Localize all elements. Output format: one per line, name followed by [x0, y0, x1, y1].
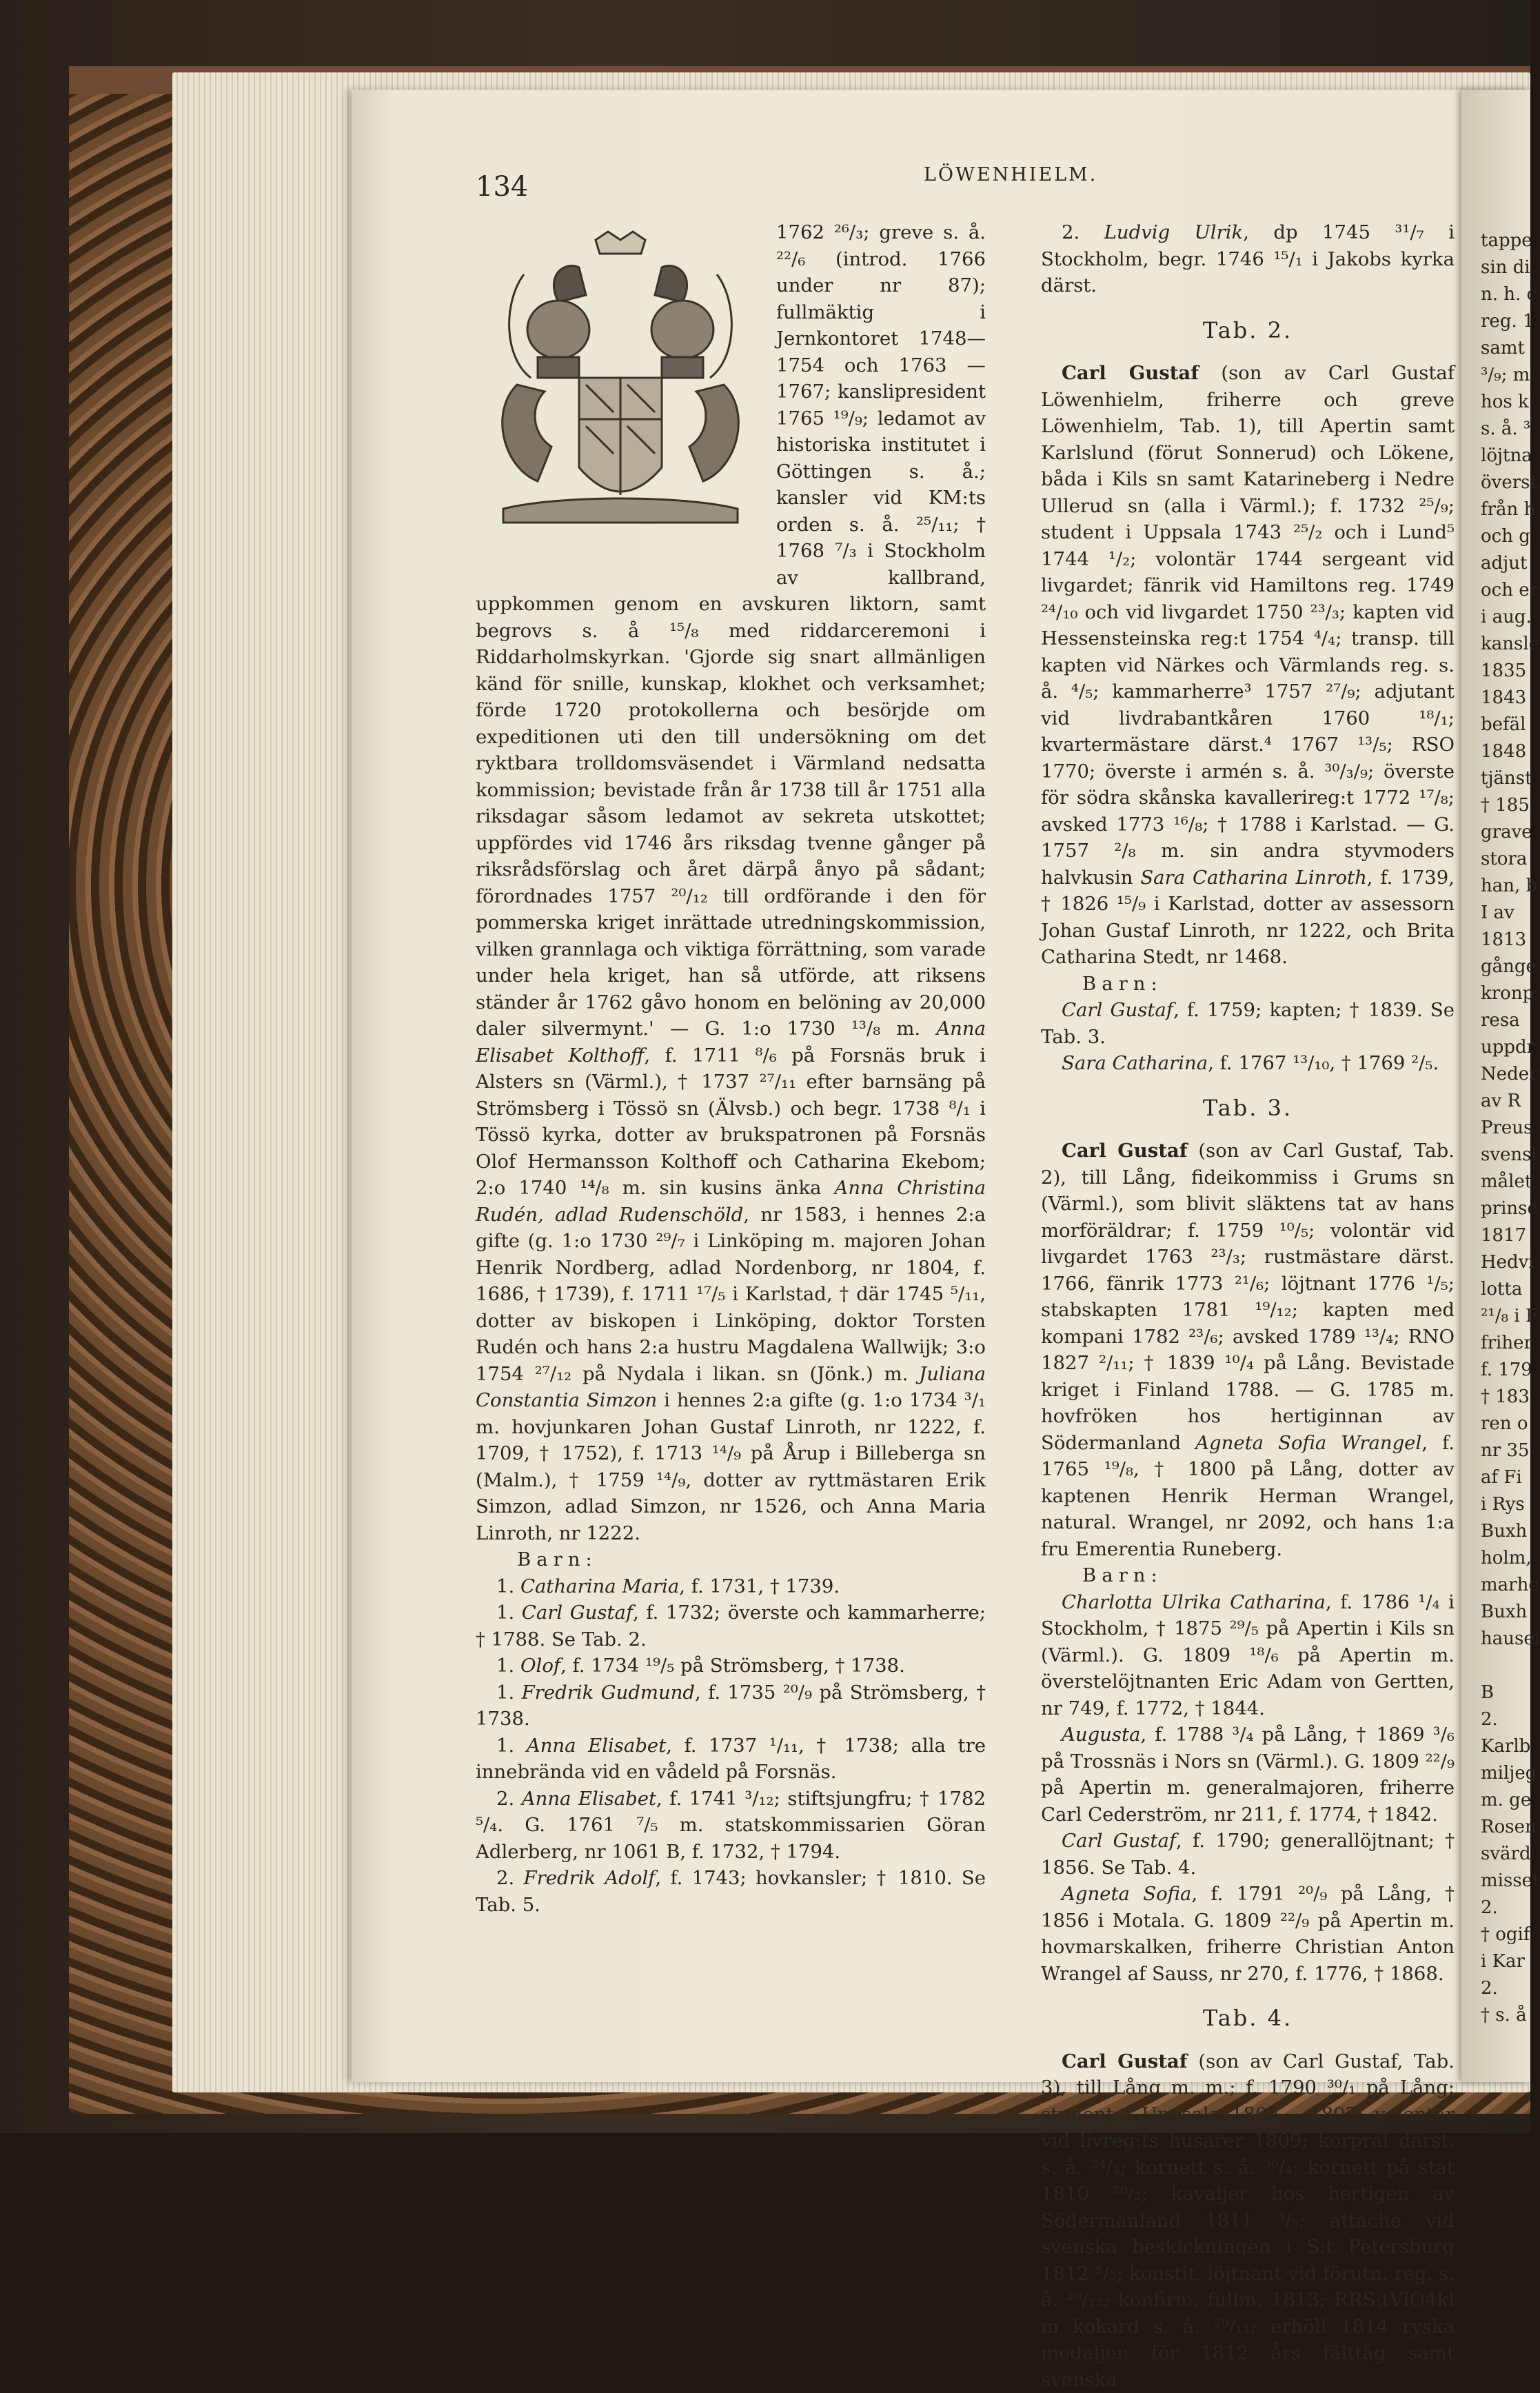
adjacent-page-fragment: av R — [1481, 1088, 1521, 1115]
child-entry: Agneta Sofia, f. 1791 ²⁰/₉ på Lång, † 1856 i Motala. G. 1809 ²²/₉ på Apertin m. hovmarskalken, friherre Christian Anton Wrangel af Sauss, nr 270, f. 1776, † 1868. — [1041, 1881, 1455, 1987]
running-title: LÖWENHIELM. — [924, 164, 1097, 185]
adjacent-page-fragment: i Rys — [1481, 1491, 1525, 1518]
adjacent-page-fragment: misset — [1481, 1868, 1540, 1895]
adjacent-page-fragment: och g — [1481, 523, 1530, 550]
tab-2-children-heading: Barn: — [1041, 971, 1455, 998]
adjacent-page-fragment: lotta — [1481, 1276, 1522, 1303]
adjacent-page-fragment: Karlb — [1481, 1733, 1530, 1760]
adjacent-page-fragment: befäl — [1481, 711, 1526, 738]
page-number: 134 — [476, 171, 528, 203]
adjacent-page-fragment: resa — [1481, 1007, 1520, 1034]
adjacent-page-fragment: Buxh — [1481, 1599, 1527, 1626]
adjacent-page-fragment: tjänst — [1481, 765, 1532, 792]
adjacent-page-fragment: uppdr — [1481, 1034, 1535, 1061]
adjacent-page-fragment: reg. 1 — [1481, 308, 1534, 335]
adjacent-page-fragment: m. ge — [1481, 1787, 1531, 1814]
tab-4-biography: Carl Gustaf (son av Carl Gustaf, Tab. 3), till Lång m. m.; f. 1790 ³⁰/₁ på Lång; student i Uppsala 1805 —1807; volontär vid livreg:ts husarer 1809; korpral därst. s. å. ²⁴/₃; kornett s. å. ³⁰/₄; kornett på stat 1810 ²⁰/₂; kavaljer hos hertigen av Södermanland 1811 ³/₅; attaché vid svenska beskickningen i S:t Petersburg 1812 ⁵/₅; konstit. löjtnant vid förutn. reg. s. å. ²⁹/₁₂; konfirm. fullm. 1813; RRS:tVlO4kl m kokard s. å. ²⁰/₁₁; erhöll 1814 ryska medaljen för 1812 års fälttåg samt svenska — [1041, 2048, 1455, 2393]
adjacent-page-fragment: från h — [1481, 496, 1535, 523]
child-entry: 1. Fredrik Gudmund, f. 1735 ²⁰/₉ på Strömsberg, † 1738. — [476, 1679, 986, 1733]
tab-2-children-list — [1041, 997, 1455, 1077]
adjacent-page-fragment: han, b — [1481, 873, 1537, 900]
adjacent-page-fragment: I av — [1481, 900, 1514, 927]
adjacent-page-fragment: miljeg — [1481, 1760, 1537, 1787]
child-entry: Charlotta Ulrika Catharina, f. 1786 ¹/₄ i Stockholm, † 1875 ²⁹/₅ på Apertin i Kils sn (Värml.). G. 1809 ¹⁸/₆ på Apertin m. överstelöjtnanten Eric Adam von Gertten, nr 749, f. 1772, † 1844. — [1041, 1589, 1455, 1722]
adjacent-page-fragment: 1817 — [1481, 1222, 1526, 1249]
child-entry: 1. Olof, f. 1734 ¹⁹/₅ på Strömsberg, † 1738. — [476, 1653, 986, 1679]
biography-paragraph: 1762 ²⁶/₃; greve s. å. ²²/₆ (introd. 1766 under nr 87); fullmäktig i Jernkontoret 1748—1754 och 1763 —1767; kanslipresident 1765 ¹⁹/₉; ledamot av historiska institutet i Göttingen s. å.; kansler vid KM:ts orden s. å. ²⁵/₁₁; † 1768 ⁷/₃ i Stockholm av kallbrand, uppkommen genom en avskuren liktorn, samt begrovs s. å ¹⁵/₈ med riddarceremoni i Riddarholmskyrkan. 'Gjorde sig snart allmänligen känd för snille, kunskap, klokhet och verksamhet; förde 1720 protokollerna och besörjde om expeditionen uti den till undersökning om det ryktbara trolldomsväsendet i Värmland nedsatta kommission; bevistade från år 1738 till år 1751 alla riksdagar såsom ledamot av sekreta utskottet; uppfördes vid 1746 års riksdag tvenne gånger på riksrådsförslag och året därpå ånyo på sådant; förordnades 1757 ²⁰/₁₂ till ordförande i den för pommerska kriget inrättade utredningskommission, vilken grannlaga och viktiga förrättning, som varade under hela kriget, han så utförde, att riksens ständer år 1762 gåvo honom en belöning av 20,000 daler silvermynt.' — G. 1:o 1730 ¹³/₈ m. Anna Elisabet Kolthoff, f. 1711 ⁸/₆ på Forsnäs bruk i Alsters sn (Värml.), † 1737 ²⁷/₁₁ efter barnsäng på Strömsberg i Tössö sn (Älvsb.) och begr. 1738 ⁸/₁ i Tössö kyrka, dotter av brukspatronen på Forsnäs Olof Hermansson Kolthoff och Catharina Ekebom; 2:o 1740 ¹⁴/₈ m. sin kusins änka Anna Christina Rudén, adlad Rudenschöld, nr 1583, i hennes 2:a gifte (g. 1:o 1730 ²⁹/₇ i Linköping m. majoren Johan Henrik Nordberg, adlad Nordenborg, nr 1804, f. 1686, † 1739), f. 1711 ¹⁷/₅ i Karlstad, † där 1745 ⁵/₁₁, dotter av biskopen i Linköping, doktor Torsten Rudén och hans 2:a hustru Magdalena Wallwijk; 3:o 1754 ²⁷/₁₂ på Nydala i likan. sn (Jönk.) m. Juliana Constantia Simzon i hennes 2:a gifte (g. 1:o 1734 ³/₁ m. hovjunkaren Johan Gustaf Linroth, nr 1222, f. 1709, † 1752), f. 1713 ¹⁴/₉ på Årup i Billeberga sn (Malm.), † 1759 ¹⁴/₉, dotter av ryttmästaren Erik Simzon, adlad Simzon, nr 1526, och Anna Maria Linroth, nr 1222. — [476, 219, 986, 1546]
left-column — [476, 219, 986, 1918]
child-entry: 2. Anna Elisabet, f. 1741 ³/₁₂; stiftsjungfru; † 1782 ⁵/₄. G. 1761 ⁷/₅ m. statskommissarien Göran Adlerberg, nr 1061 B, f. 1732, † 1794. — [476, 1786, 986, 1866]
adjacent-page-fragment: ³/₉; m — [1481, 362, 1530, 389]
adjacent-page-fragment: samt — [1481, 335, 1525, 362]
child-entry: 1. Carl Gustaf, f. 1732; överste och kammarherre; † 1788. Se Tab. 2. — [476, 1599, 986, 1653]
coat-of-arms-count — [476, 219, 765, 578]
adjacent-page-fragment: hausei — [1481, 1626, 1540, 1653]
child-entry: Carl Gustaf, f. 1790; generallöjtnant; † 1856. Se Tab. 4. — [1041, 1828, 1455, 1881]
tab-4-heading: Tab. 4. — [1041, 2005, 1455, 2032]
adjacent-page-fragment: 2. — [1481, 1895, 1498, 1921]
adjacent-page-fragment: B — [1481, 1679, 1494, 1706]
adjacent-page-fragment: f. 179 — [1481, 1357, 1532, 1384]
adjacent-page-fragment: hos k — [1481, 389, 1529, 416]
children-heading: Barn: — [476, 1546, 986, 1573]
adjacent-page-fragment: † s. å — [1481, 2002, 1527, 2029]
adjacent-page-fragment: † ogif — [1481, 1921, 1530, 1948]
adjacent-page-fragment: adjut — [1481, 550, 1527, 577]
adjacent-page-fragment: Hedvi — [1481, 1249, 1534, 1276]
adjacent-page-fragment: målet — [1481, 1169, 1532, 1195]
adjacent-page-fragment: 1813 — [1481, 927, 1526, 953]
adjacent-page-fragment: ²¹/₈ i F — [1481, 1303, 1538, 1330]
children-list — [476, 1573, 986, 1919]
adjacent-page-fragment: löjtna — [1481, 443, 1532, 469]
adjacent-page-fragment: svensl — [1481, 1142, 1537, 1169]
adjacent-page-fragment: grave — [1481, 819, 1532, 846]
adjacent-page-fragment: svärd — [1481, 1841, 1531, 1868]
adjacent-page-fragment: 2. — [1481, 1975, 1498, 2002]
adjacent-page — [1461, 90, 1530, 2082]
child-entry: Carl Gustaf, f. 1759; kapten; † 1839. Se Tab. 3. — [1041, 997, 1455, 1050]
tab-3-biography: Carl Gustaf (son av Carl Gustaf, Tab. 2), till Lång, fideikommiss i Grums sn (Värml.), som blivit släktens tat av hans morföräldrar; f. 1759 ¹⁰/₅; volontär vid livgardet 1763 ²³/₃; rustmästare därst. 1766, fänrik 1773 ²¹/₆; löjtnant 1776 ¹/₅; stabskapten 1781 ¹⁹/₁₂; kapten med kompani 1782 ²³/₆; avsked 1789 ¹³/₄; RNO 1827 ²/₁₁; † 1839 ¹⁰/₄ på Lång. Bevistade kriget i Finland 1788. — G. 1785 m. hovfröken hos hertiginnan av Södermanland Agneta Sofia Wrangel, f. 1765 ¹⁹/₈, † 1800 på Lång, dotter av kaptenen Henrik Herman Wrangel, natural. Wrangel, nr 2092, och hans 1:a fru Emerentia Runeberg. — [1041, 1138, 1455, 1562]
adjacent-page-fragment: kansle — [1481, 631, 1539, 658]
adjacent-page-fragment: af Fi — [1481, 1464, 1522, 1491]
adjacent-page-fragment: tappe — [1481, 228, 1532, 254]
adjacent-page-fragment: marhe — [1481, 1572, 1539, 1599]
right-column — [1041, 219, 1455, 2393]
adjacent-page-fragment: prinse — [1481, 1195, 1538, 1222]
adjacent-page-fragment: nr 35 — [1481, 1437, 1530, 1464]
adjacent-page-fragment: stora — [1481, 846, 1527, 873]
child-entry: 1. Catharina Maria, f. 1731, † 1739. — [476, 1573, 986, 1600]
adjacent-page-fragment: holm, — [1481, 1545, 1532, 1572]
adjacent-page-fragment: Preus — [1481, 1115, 1532, 1142]
child-entry: 1. Anna Elisabet, f. 1737 ¹/₁₁, † 1738; alla tre innebrända vid en vådeld på Forsnäs. — [476, 1733, 986, 1786]
tab-2-biography: Carl Gustaf (son av Carl Gustaf Löwenhielm, friherre och greve Löwenhielm, Tab. 1), till Apertin samt Karlslund (förut Sonnerud) och Lökene, båda i Kils sn samt Katarineberg i Nedre Ullerud sn (alla i Värml.); f. 1732 ²⁵/₉; student i Uppsala 1743 ²⁵/₂ och i Lund⁵ 1744 ¹/₂; volontär 1744 sergeant vid livgardet; fänrik vid Hamiltons reg. 1749 ²⁴/₁₀ och vid livgardet 1750 ²³/₃; kapten vid Hessensteinska reg:t 1754 ⁴/₄; transp. till kapten vid Närkes och Värmlands reg. s. å. ⁴/₅; kammarherre³ 1757 ²⁷/₉; adjutant vid livdrabantkåren 1760 ¹⁸/₁; kvartermästare därst.⁴ 1767 ¹³/₅; RSO 1770; överste i armén s. å. ³⁰/₃/₉; överste för södra skånska kavallerireg:t 1772 ¹⁷/₈; avsked 1773 ¹⁶/₈; † 1788 i Karlstad. — G. 1757 ²/₈ m. sin andra styvmoders halvkusin Sara Catharina Linroth, f. 1739, † 1826 ¹⁵/₉ i Karlstad, dotter av assessorn Johan Gustaf Linroth, nr 1222, och Brita Catharina Stedt, nr 1468. — [1041, 360, 1455, 971]
adjacent-page-fragment: † 183 — [1481, 1384, 1530, 1411]
child-entry: 2. Fredrik Adolf, f. 1743; hovkansler; † 1810. Se Tab. 5. — [476, 1865, 986, 1918]
adjacent-page-fragment: sin di — [1481, 254, 1530, 281]
adjacent-page-fragment: Neder — [1481, 1061, 1538, 1088]
adjacent-page-fragment: † 185 — [1481, 792, 1530, 819]
tab-3-children-list — [1041, 1589, 1455, 1988]
child-entry: 2. Ludvig Ulrik, dp 1745 ³¹/₇ i Stockholm, begr. 1746 ¹⁵/₁ i Jakobs kyrka därst. — [1041, 219, 1455, 299]
adjacent-page-fragment: i aug. — [1481, 604, 1532, 631]
adjacent-page-fragment: s. å. ³ — [1481, 416, 1530, 443]
adjacent-page-fragment: 2. — [1481, 1706, 1498, 1733]
child-entry: Sara Catharina, f. 1767 ¹³/₁₀, † 1769 ²/₅. — [1041, 1050, 1455, 1077]
adjacent-page-fragment: friher — [1481, 1330, 1532, 1357]
adjacent-page-fragment: 1843 — [1481, 685, 1526, 711]
adjacent-page-fragment: n. h. c — [1481, 281, 1537, 308]
child-entry: Augusta, f. 1788 ³/₄ på Lång, † 1869 ³/₆ på Trossnäs i Nors sn (Värml.). G. 1809 ²²/₉ på Apertin m. generalmajoren, friherre Carl Cederström, nr 211, f. 1774, † 1842. — [1041, 1721, 1455, 1828]
adjacent-page-fragment: gånge — [1481, 953, 1537, 980]
adjacent-page-fragment: i Kar — [1481, 1948, 1525, 1975]
adjacent-page-fragment: Rosen — [1481, 1814, 1537, 1841]
tab-2-heading: Tab. 2. — [1041, 317, 1455, 344]
adjacent-page-fragment: 1848 — [1481, 738, 1526, 765]
adjacent-page-fragment: 1835 — [1481, 658, 1526, 685]
adjacent-page-fragment: och er — [1481, 577, 1538, 604]
tab-3-heading: Tab. 3. — [1041, 1095, 1455, 1122]
adjacent-page-fragment: kronp — [1481, 980, 1534, 1007]
adjacent-page-fragment: ren o — [1481, 1411, 1528, 1437]
adjacent-page-fragment: överst — [1481, 469, 1537, 496]
adjacent-page-fragment: Buxh — [1481, 1518, 1527, 1545]
tab-3-children-heading: Barn: — [1041, 1562, 1455, 1589]
